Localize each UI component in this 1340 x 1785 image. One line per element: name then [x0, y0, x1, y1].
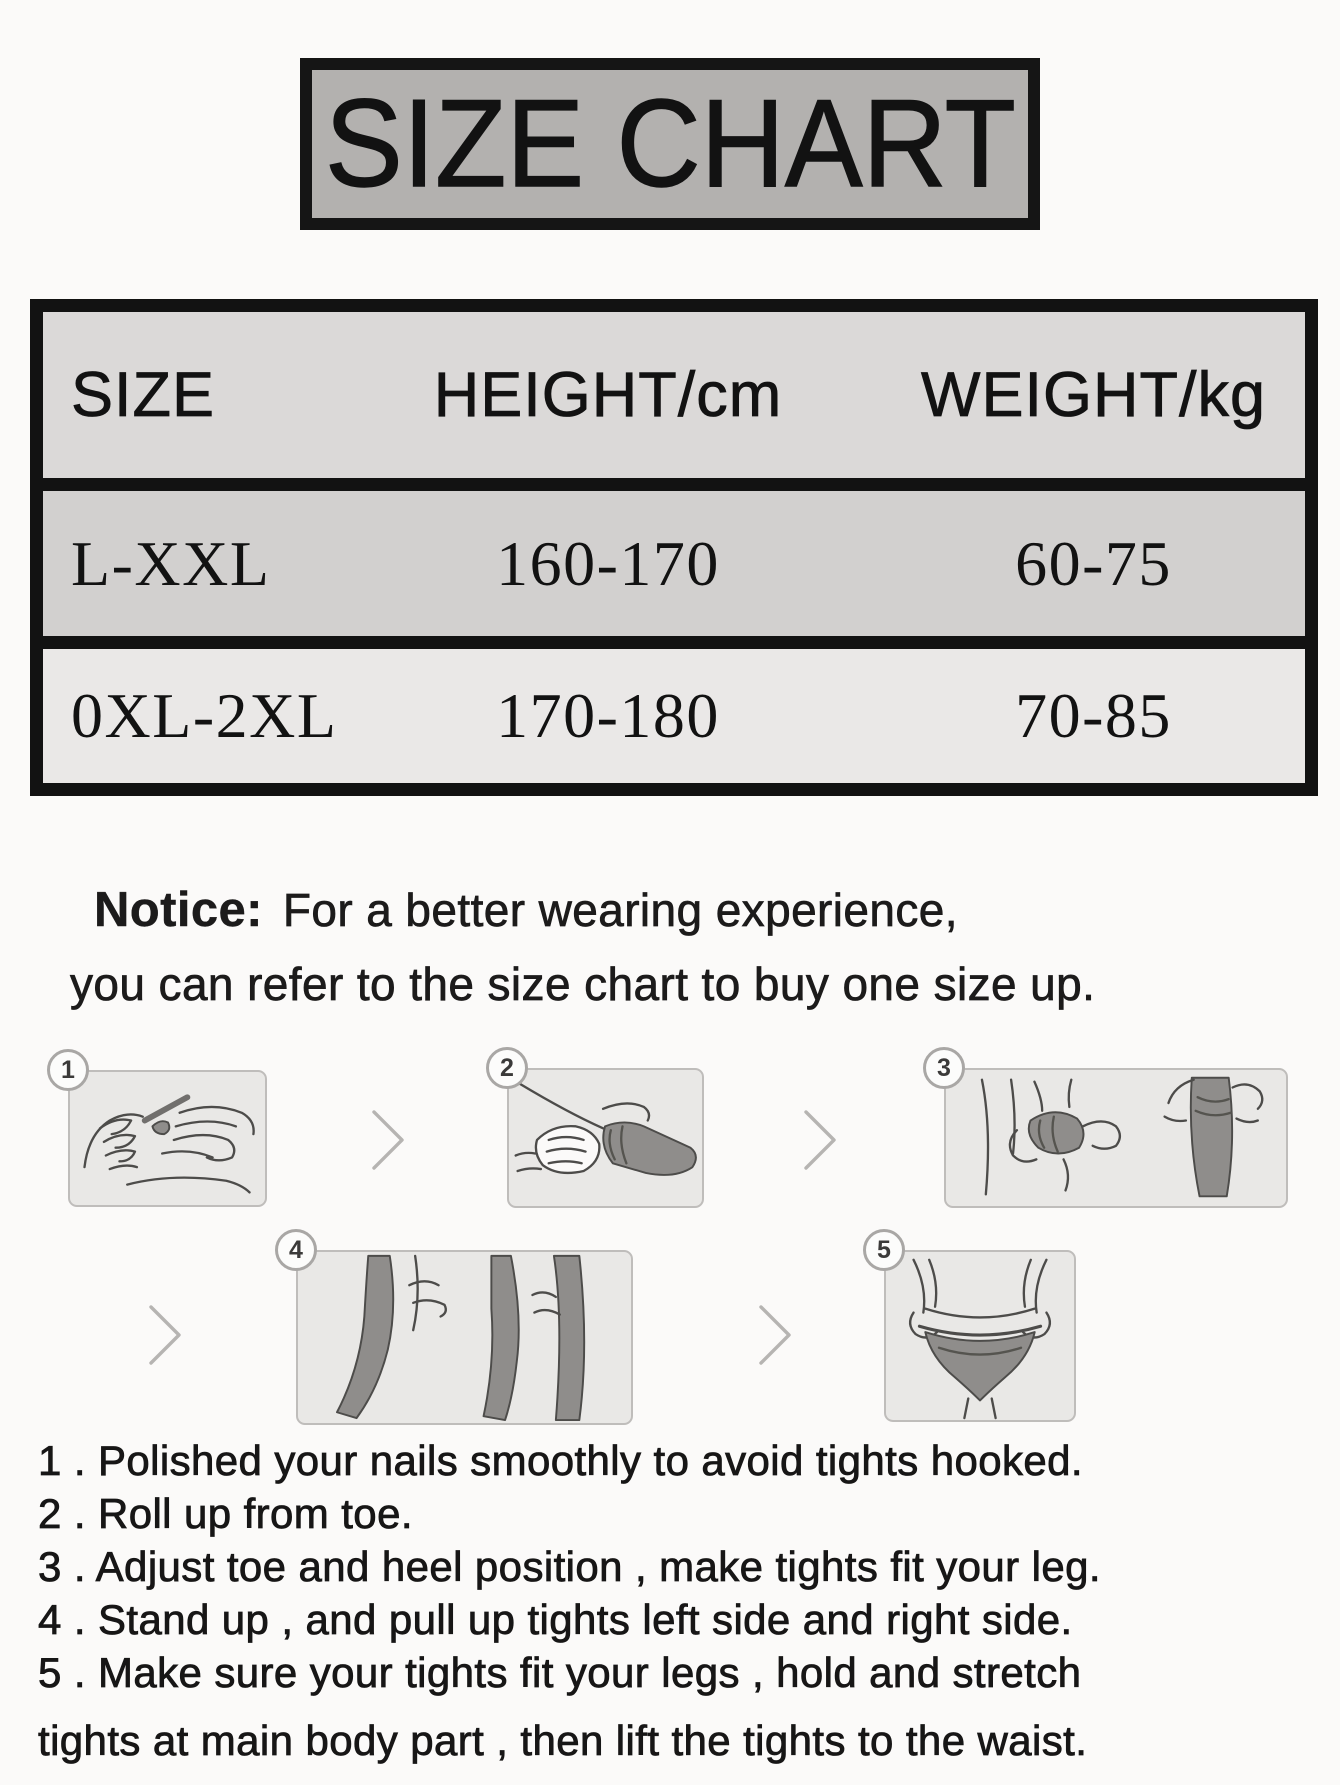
height-value: 160-170	[496, 527, 720, 599]
step-number: 2	[500, 1053, 514, 1082]
notice-block	[70, 882, 1095, 1012]
column-header-weight: WEIGHT/kg	[920, 360, 1266, 430]
step-1-badge	[47, 1049, 89, 1091]
chevron-right-icon	[802, 1108, 838, 1172]
height-value: 170-180	[496, 680, 720, 751]
notice-line-1	[70, 882, 1095, 938]
step-1-panel	[68, 1070, 267, 1207]
step-4-badge	[275, 1229, 317, 1271]
size-table	[30, 299, 1318, 796]
size-value: 0XL-2XL	[71, 680, 338, 751]
roll-up-from-toe-illustration	[509, 1070, 702, 1206]
polish-nails-illustration	[70, 1072, 265, 1205]
stand-and-pull-up-illustration	[298, 1252, 631, 1423]
instruction-line: 4 . Stand up , and pull up tights left side and right side.	[38, 1596, 1073, 1643]
size-table-header-row	[43, 312, 1305, 478]
chevron-right-icon	[147, 1303, 183, 1367]
size-value: L-XXL	[71, 527, 271, 599]
instruction-line: tights at main body part , then lift the tights to the waist.	[38, 1717, 1088, 1764]
chevron-right-icon	[757, 1303, 793, 1367]
instruction-line: 2 . Roll up from toe.	[38, 1490, 413, 1537]
weight-value: 60-75	[1015, 527, 1172, 599]
step-number: 5	[877, 1235, 891, 1264]
step-5-badge	[863, 1229, 905, 1271]
notice-text-1: For a better wearing experience,	[282, 884, 958, 936]
instructions-list	[38, 1434, 1101, 1767]
weight-value: 70-85	[1015, 680, 1172, 751]
step-number: 3	[937, 1053, 951, 1082]
notice-label: Notice:	[94, 883, 263, 937]
instruction-line: 5 . Make sure your tights fit your legs , hold and stretch	[38, 1649, 1082, 1696]
step-3-panel	[944, 1068, 1288, 1208]
table-row	[43, 636, 1305, 783]
step-5-panel	[884, 1250, 1076, 1422]
step-2-badge	[486, 1047, 528, 1089]
step-number: 1	[61, 1055, 75, 1084]
column-header-height: HEIGHT/cm	[433, 360, 783, 430]
instruction-line: 1 . Polished your nails smoothly to avoid tights hooked.	[38, 1437, 1083, 1484]
instruction-line: 3 . Adjust toe and heel position , make tights fit your leg.	[38, 1543, 1101, 1590]
step-4-panel	[296, 1250, 633, 1425]
adjust-toe-and-heel-illustration	[946, 1070, 1286, 1206]
table-row	[43, 478, 1305, 636]
step-3-badge	[923, 1047, 965, 1089]
stretch-to-waist-illustration	[886, 1252, 1074, 1420]
page-title: SIZE CHART	[324, 75, 1016, 213]
step-number: 4	[289, 1235, 303, 1264]
size-chart-title-box	[300, 58, 1040, 230]
chevron-right-icon	[370, 1108, 406, 1172]
step-2-panel	[507, 1068, 704, 1208]
column-header-size: SIZE	[71, 360, 216, 430]
notice-text-2: you can refer to the size chart to buy one size up.	[70, 958, 1096, 1010]
